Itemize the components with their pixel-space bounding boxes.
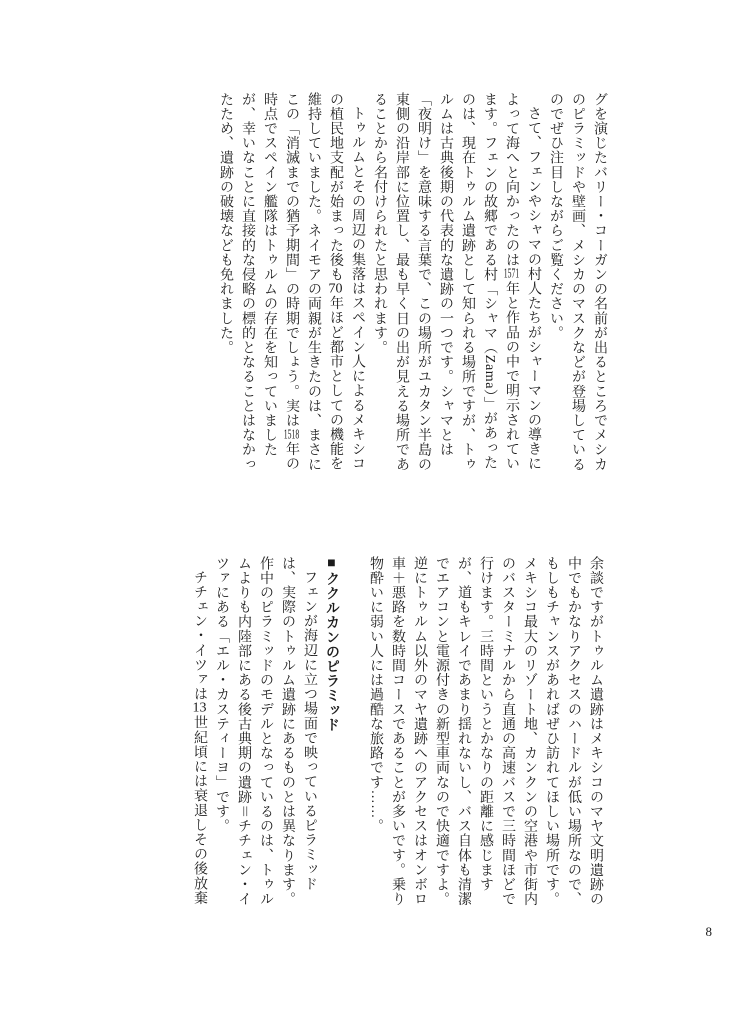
paragraph-tulum-colonial: トゥルムとその周辺の集落はスペイン人によるメキシコの植民地支配が始まった後も70年ほど都市としての機能を維持していました。ネイモアの両親が生きたのは、まさにこの「消滅までの猶予期間」の時期でしょう。実は1518年の時点でスペイン艦隊はトゥルムの存在を知っていましたが、幸いなことに直接的な侵略の標的となることはなかったため、遺跡の破壊なども免れました。 xyxy=(218,92,365,472)
section-heading-kukulkan: ■ククルカンのピラミッド xyxy=(324,556,339,733)
page-number: 8 xyxy=(705,924,712,939)
paragraph-pyramid-model: フェンが海辺に立つ場面で映っているピラミッドは、実際のトゥルム遺跡にあるものとは異なります。作中のピラミッドのモデルとなっているのは、トゥルムよりも内陸部にある後古典期の遺跡＝チチェン・イツァにある「エル・カスティーヨ」です。 xyxy=(214,556,317,907)
bottom-text-block xyxy=(188,556,606,908)
top-text-block xyxy=(214,92,610,474)
paragraph-chichen-decline: チチェン・イツァは13世紀頃には衰退しその後放棄 xyxy=(192,570,207,906)
paragraph-continued: グを演じたバリー・コーガンの名前が出るところでメシカのピラミッドや壁画、メシカのマスクなどが登場しているのでぜひ注目しながらご覧ください。 xyxy=(548,92,607,472)
paragraph-zama-village: さて、フェンやシャマの村人たちがシャーマンの導きによって海へと向かったのは1571年と作品の中で明示されています。フェンの故郷である村「シャマ（Zama）」があったのは、現在トゥルム遺跡として知られる場所ですが、トゥルムは古典後期の代表的な遺跡の一つです。シャマとは「夜明け」を意味する言葉で、この場所がユカタン半島の東側の沿岸部に位置し、最も早く日の出が見える場所であることから名付けられたと思われます。 xyxy=(372,92,541,472)
paragraph-access-aside: 余談ですがトゥルム遺跡はメキシコのマヤ文明遺跡の中でもかなりアクセスのハードルが低い場所なので、もしもチャンスがあればぜひ訪れてほしい場所です。メキシコ最大のリゾート地、カンクンの空港や市街内のバスターミナルから直通の高速バスで三時間ほどで行けます。三時間というとかなりの距離に感じますが、道もキレイであまり揺れないし、バス自体も清潔でエアコンと電源付きの新型車両なので快適ですよ。逆にトゥルム以外のマヤ遺跡へのアクセスはオンボロ車＋悪路を数時間コースであることが多いです。乗り物酔いに弱い人には過酷な旅路です……。 xyxy=(368,556,603,907)
